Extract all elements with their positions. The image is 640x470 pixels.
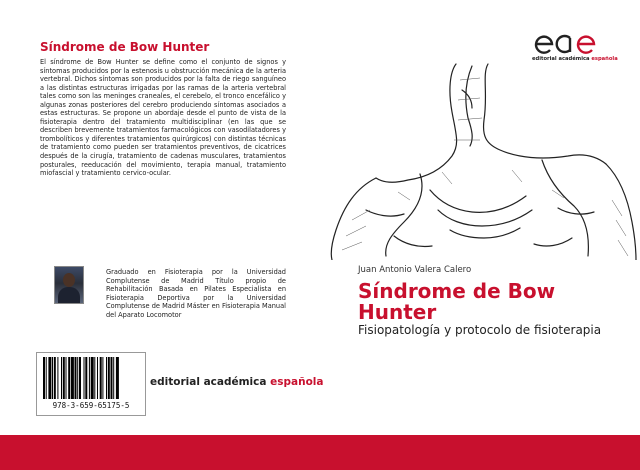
- barcode-stripe: [97, 357, 98, 399]
- barcode-stripe: [71, 357, 74, 399]
- barcode-stripe: [94, 357, 95, 399]
- logo-caption-accent: española: [591, 56, 618, 62]
- barcode-stripe: [66, 357, 67, 399]
- barcode-stripe: [75, 357, 77, 399]
- barcode-stripe: [111, 357, 113, 399]
- logo-caption-main: editorial académica: [532, 56, 592, 62]
- barcode-stripe: [113, 357, 114, 399]
- isbn-number: 978-3-659-65175-5: [52, 401, 130, 410]
- barcode-stripe: [79, 357, 81, 399]
- back-cover-title: Síndrome de Bow Hunter: [40, 40, 210, 54]
- barcode-stripe: [57, 357, 58, 399]
- author-bio: Graduado en Fisioterapia por la Universidad Complutense de Madrid Título propio de Rehabilitación Basada en Pilates Especialista en Fisioterapia Deportiva por la Universidad Complutense de Madrid Máster en Fisioterapia Manual del Aparato Locomotor: [106, 268, 286, 319]
- barcode-stripe: [46, 357, 47, 399]
- back-cover-blurb: El síndrome de Bow Hunter se define como el conjunto de signos y síntomas producidos por la estenosis u obstrucción mecánica de la arteria vertebral. Dichos síntomas son producidos por la falta de riego sanguíneo a las distintas estructuras irrigadas por las ramas de la arteria vertebral tales como son las meninges craneales, el cerebelo, el tronco encefálico y algunas zonas posteriores del cerebro produciendo síntomas asociados a estas estructuras. Se propone un abordaje desde el punto de vista de la fisioterapia dentro del tratamiento multidisciplinar (en las que se describen brevemente tratamientos farmacológicos con vasodilatadores y trombolíticos y diferentes tratamientos quirúrgicos) con distintas técnicas de tratamiento como pueden ser tratamientos preventivos, de cicatrices después de la cirugía, tratamiento de cadenas musculares, tratamientos posturales, reeducación del movimiento, terapia manual, tratamiento miofascial y tratamiento cervico-ocular.: [40, 58, 286, 178]
- front-cover-title: Síndrome de Bow Hunter: [358, 279, 556, 324]
- front-cover-author: Juan Antonio Valera Calero: [358, 265, 472, 275]
- barcode-stripe: [68, 357, 70, 399]
- bottom-accent-band: [0, 435, 640, 470]
- barcode-stripe: [106, 357, 107, 399]
- barcode-stripe: [48, 357, 51, 399]
- barcode-stripe: [85, 357, 87, 399]
- barcode-stripe: [89, 357, 90, 399]
- publisher-main: editorial académica: [150, 376, 271, 388]
- barcode-stripe: [84, 357, 85, 399]
- front-cover-subtitle: Fisiopatología y protocolo de fisioterapia: [358, 323, 602, 337]
- barcode-stripe: [91, 357, 94, 399]
- cervical-vertebra-illustration-icon: [322, 60, 640, 260]
- barcode-stripe: [102, 357, 103, 399]
- barcode-box: [36, 352, 146, 416]
- barcode-stripe: [116, 357, 119, 399]
- barcode-stripe: [54, 357, 56, 399]
- publisher-accent: española: [270, 376, 324, 388]
- barcode-stripe: [100, 357, 102, 399]
- author-face: [63, 273, 75, 287]
- publisher-name-back: [150, 376, 323, 388]
- barcode-stripe: [108, 357, 110, 399]
- author-photo: [54, 266, 84, 304]
- barcode-stripe: [43, 357, 45, 399]
- author-shoulders: [58, 287, 80, 303]
- barcode-stripe: [61, 357, 62, 399]
- barcode-stripe: [52, 357, 53, 399]
- barcode-stripe: [63, 357, 65, 399]
- barcode-stripe: [77, 357, 78, 399]
- barcode-icon: [41, 357, 141, 399]
